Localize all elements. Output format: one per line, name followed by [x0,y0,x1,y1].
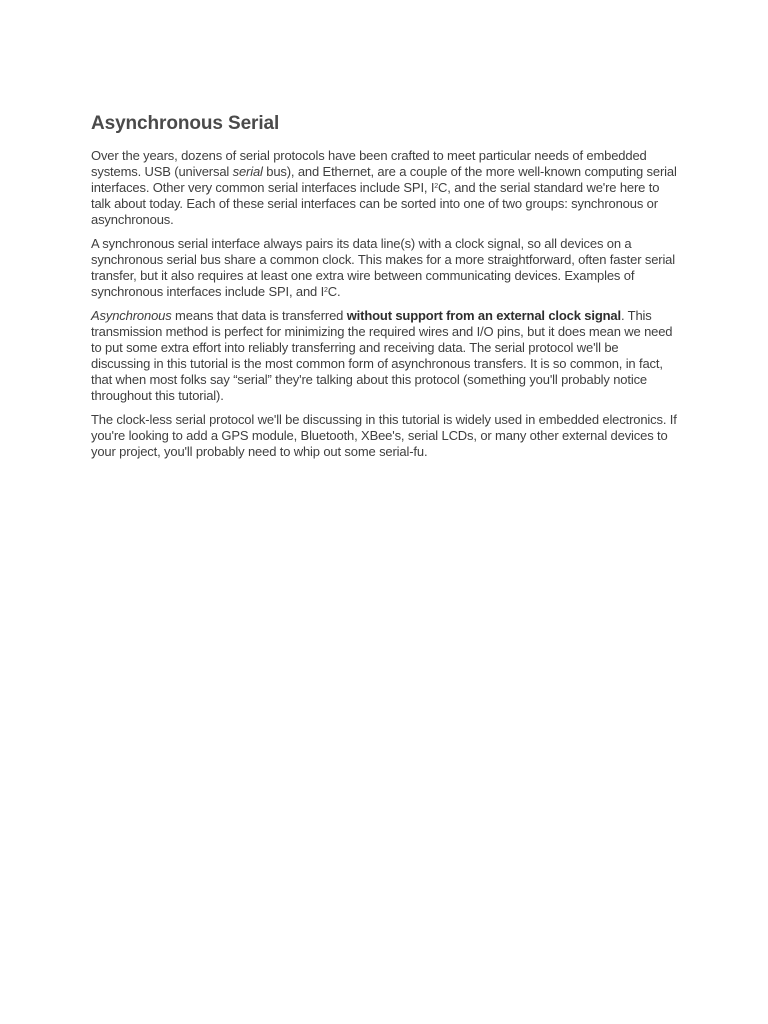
paragraph-clockless-text: The clock-less serial protocol we'll be discussing in this tutorial is widely used in embedded electronics. If you're looking to add a GPS module, Bluetooth, XBee's, serial LCDs, or many other external devices to your project, you'll probably need to whip out some serial-fu. [91,412,677,459]
superscript-2: 2 [434,183,439,190]
paragraph-overview-text-c: C, and the serial standard we're here to talk about today. Each of these serial interfaces can be sorted into one of two groups: synchronous or asynchronous. [91,180,660,227]
paragraph-asynchronous [91,308,681,404]
paragraph-overview-text-a: Over the years, dozens of serial protocols have been crafted to meet particular needs of embedded systems. USB (universal [91,148,647,179]
document-page [91,112,681,468]
paragraph-synchronous-text-a: A synchronous serial interface always pairs its data line(s) with a clock signal, so all devices on a synchronous serial bus share a common clock. This makes for a more straightforward, often faster serial transfer, but it also requires at least one extra wire between communicating devices. Examples of synchronous interfaces include SPI, and I [91,236,676,299]
paragraph-overview [91,148,681,228]
paragraph-asynchronous-text-b: . This transmission method is perfect for minimizing the required wires and I/O pins, but it does mean we need to put some extra effort into reliably transferring and receiving data. The serial protocol we'll be discussing in this tutorial is the most common form of asynchronous transfers. It is so common, in fact, that when most folks say “serial” they're talking about this protocol (something you'll probably notice throughout this tutorial). [91,308,673,403]
superscript-2: 2 [324,287,328,294]
paragraph-overview-text-b: bus), and Ethernet, are a couple of the more well-known computing serial interfaces. Other very common serial interfaces include SPI, I [91,164,677,195]
paragraph-synchronous-text-c: C. [327,284,341,299]
paragraph-asynchronous-text-a: means that data is transferred [171,308,347,323]
emphasis-serial: serial [232,164,263,179]
paragraph-clockless [91,412,681,460]
paragraph-synchronous [91,236,681,300]
bold-clock-signal: without support from an external clock signal [346,308,621,323]
emphasis-asynchronous: Asynchronous [91,308,172,323]
page-title: Asynchronous Serial [91,113,280,134]
